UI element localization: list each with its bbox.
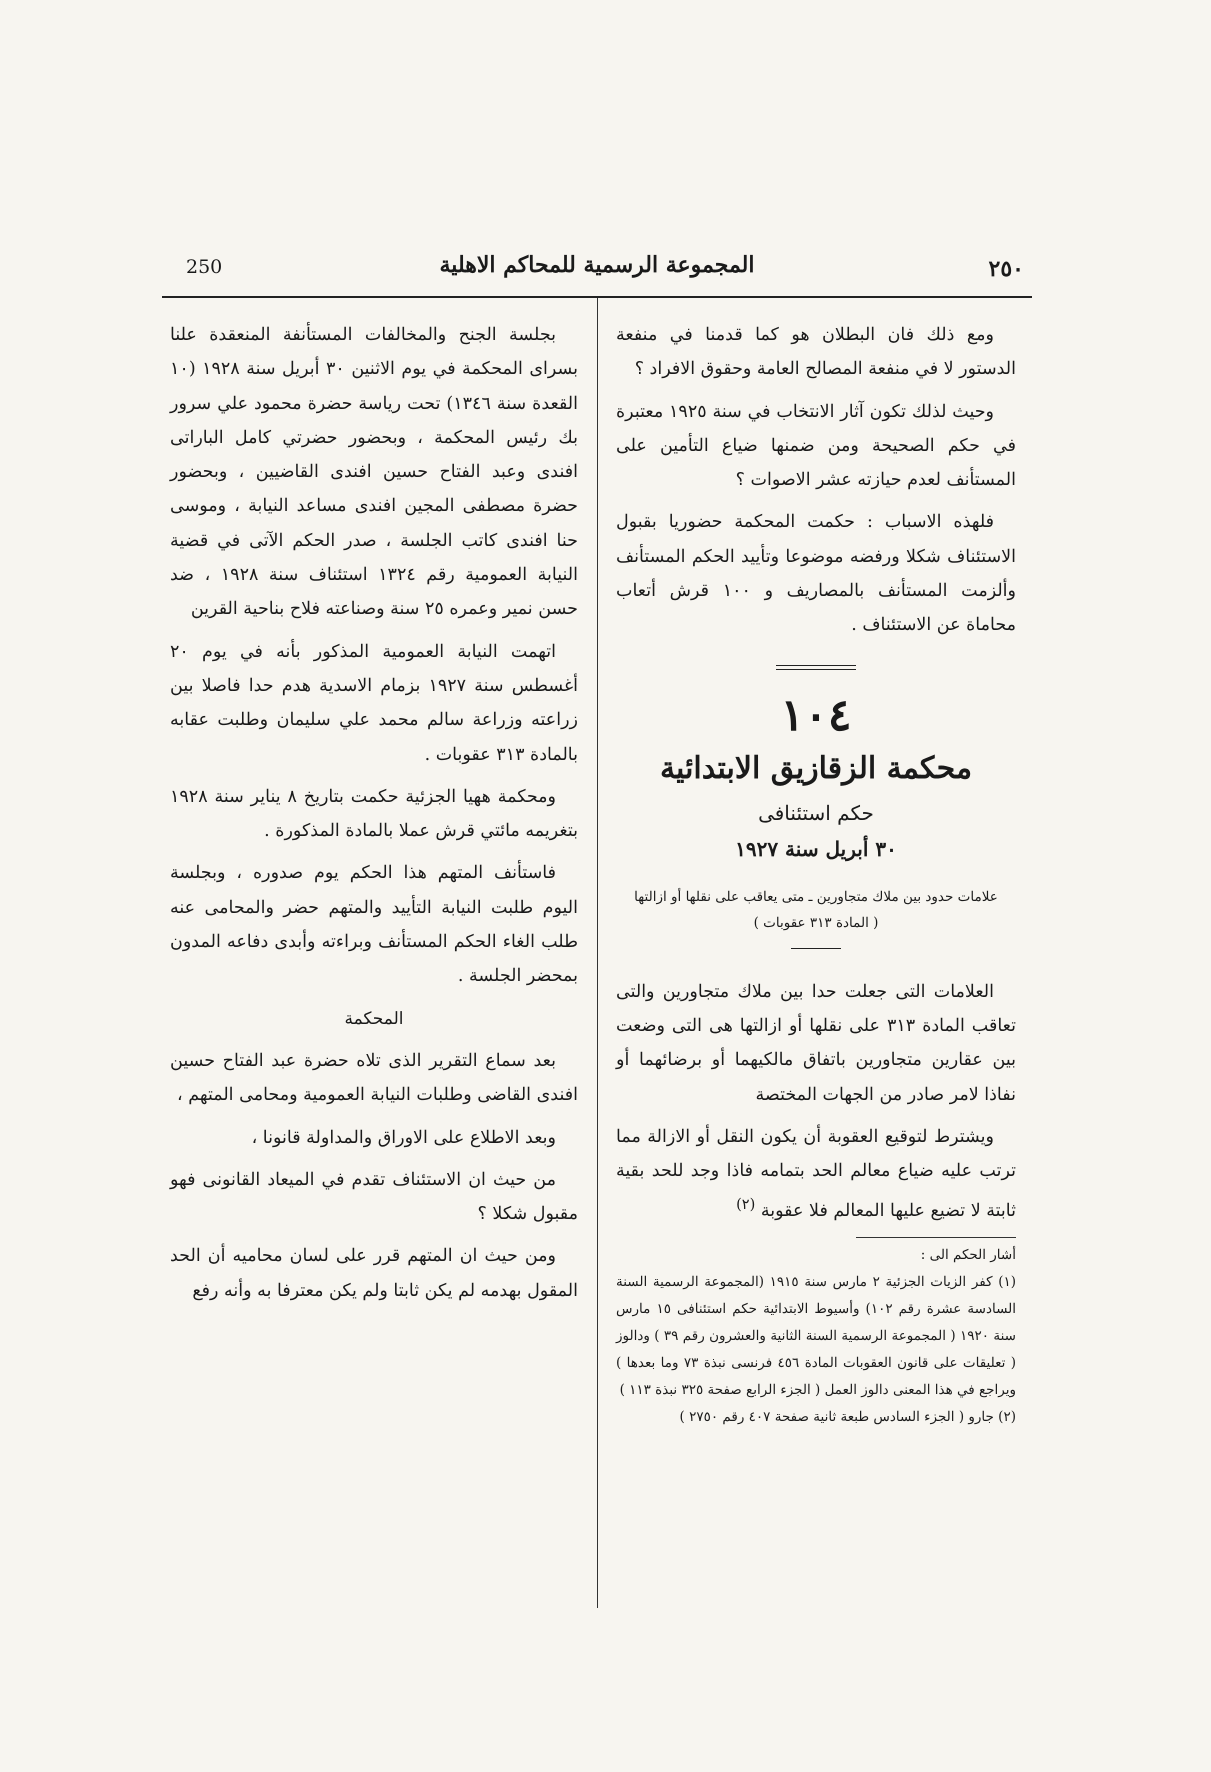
paragraph: ومحكمة ههيا الجزئية حكمت بتاريخ ٨ يناير سنة ١٩٢٨ بتغريمه مائتي قرش عملا بالمادة المذكورة .	[170, 786, 578, 842]
page-number-arabic: ٢٥٠	[988, 256, 1024, 282]
divider-rule	[791, 948, 841, 949]
paragraph-text: ويشترط لتوقيع العقوبة أن يكون النقل أو الازالة مما ترتب عليه ضياع معالم الحد بتمامه فاذا وجد للحد بقية ثابتة لا تضيع عليها المعالم فلا عقوبة	[616, 1126, 1016, 1222]
paragraph: بجلسة الجنح والمخالفات المستأنفة المنعقدة علنا بسراى المحكمة في يوم الاثنين ٣٠ أبريل سنة ١٩٢٨ (١٠ القعدة سنة ١٣٤٦) تحت رياسة حضرة محمود علي سرور بك رئيس المحكمة ، وبحضور حضرتي كامل الباراتى افندى وعبد الفتاح حسين افندى القاضيين ، وبحضور حضرة مصطفى المجين افندى مساعد النيابة ، وموسى حنا افندى كاتب الجلسة ، صدر الحكم الآتى في قضية النيابة العمومية رقم ١٣٢٤ استئناف سنة ١٩٢٨ ، ضد حسن نمير وعمره ٢٥ سنة وصناعته فلاح بناحية القرين	[170, 325, 579, 620]
page-header	[162, 248, 1032, 298]
paragraph: وبعد الاطلاع على الاوراق والمداولة قانونا ،	[251, 1127, 556, 1148]
paragraph: فلهذه الاسباب : حكمت المحكمة حضوريا بقبول الاستئناف شكلا ورفضه موضوعا وتأييد الحكم المستأنف وألزمت المستأنف بالمصاريف و ١٠٠ قرش أتعاب محاماة عن الاستئناف .	[616, 512, 1016, 636]
paragraph: ومن حيث ان المتهم قرر على لسان محاميه أن الحد المقول بهدمه لم يكن ثابتا ولم يكن معترفا به وأنه رفع	[170, 1246, 578, 1301]
case-header	[616, 665, 1016, 866]
case-number: ١٠٤	[780, 689, 852, 741]
footnote-1: (١) كفر الزيات الجزئية ٢ مارس سنة ١٩١٥ (المجموعة الرسمية السنة السادسة عشرة رقم ١٠٢) وأسيوط الابتدائية حكم استئنافى ١٥ مارس سنة ١٩٢٠ ( المجموعة الرسمية السنة الثانية والعشرون رقم ٣٩ ) ودالوز ( تعليقات على قانون العقوبات المادة ٤٥٦ فرنسى نبذة ٧٣ وما بعدها ) ويراجع في هذا المعنى دالوز العمل ( الجزء الرابع صفحة ٣٢٥ نبذة ١١٣ )	[616, 1273, 1017, 1398]
footnotes	[616, 1242, 1016, 1431]
judgment-date: ٣٠ أبريل سنة ١٩٢٧	[735, 836, 897, 861]
paragraph	[616, 1120, 1016, 1229]
headnote-article: ( المادة ٣١٣ عقوبات )	[753, 914, 879, 931]
headnote-line: علامات حدود بين ملاك متجاورين ـ متى يعاقب على نقلها أو ازالتها	[634, 888, 998, 905]
footnote-marker: (٢)	[736, 1196, 756, 1214]
footnote-2: (٢) جارو ( الجزء السادس طبعة ثانية صفحة ٤٠٧ رقم ٢٧٥٠ )	[679, 1408, 1016, 1425]
journal-title: المجموعة الرسمية للمحاكم الاهلية	[439, 252, 755, 278]
paragraph: العلامات التى جعلت حدا بين ملاك متجاورين والتى تعاقب المادة ٣١٣ على نقلها أو ازالتها هى التى وضعت بين عقارين متجاورين باتفاق مالكيهما أو برضائهما أو نفاذا لامر صادر من الجهات المختصة	[616, 981, 1016, 1105]
paragraph: وحيث لذلك تكون آثار الانتخاب في سنة ١٩٢٥ معتبرة في حكم الصحيحة ومن ضمنها ضياع التأمين على المستأنف لعدم حيازته عشر الاصوات ؟	[616, 401, 1016, 491]
court-name: محكمة الزقازيق الابتدائية	[659, 750, 973, 786]
footnote-intro: أشار الحكم الى :	[920, 1246, 1016, 1263]
right-column	[616, 318, 1016, 1431]
headnote	[616, 884, 1016, 936]
paragraph: بعد سماع التقرير الذى تلاه حضرة عبد الفتاح حسين افندى القاضى وطلبات النيابة العمومية ومحامى المتهم ،	[170, 1050, 578, 1106]
paragraph: فاستأنف المتهم هذا الحكم يوم صدوره ، وبجلسة اليوم طلبت النيابة التأييد والمتهم حضر والمحامى عنه طلب الغاء الحكم المستأنف وبراءته وأبدى دفاعه المدون بمحضر الجلسة .	[170, 863, 578, 987]
section-title: المحكمة	[344, 1008, 404, 1029]
double-rule	[776, 665, 856, 670]
judgment-type: حكم استئنافى	[758, 800, 874, 825]
page-number-latin: 250	[186, 256, 223, 278]
left-column	[170, 318, 578, 1316]
column-divider	[597, 298, 598, 1608]
paragraph: من حيث ان الاستئناف تقدم في الميعاد القانونى فهو مقبول شكلا ؟	[170, 1169, 578, 1225]
paragraph: اتهمت النيابة العمومية المذكور بأنه في يوم ٢٠ أغسطس سنة ١٩٢٧ بزمام الاسدية هدم حدا فاصلا بين زراعته وزراعة سالم محمد علي سليمان وطلبت عقابه بالمادة ٣١٣ عقوبات .	[170, 641, 578, 765]
paragraph: ومع ذلك فان البطلان هو كما قدمنا في منفعة الدستور لا في منفعة المصالح العامة وحقوق الافراد ؟	[616, 325, 1016, 380]
